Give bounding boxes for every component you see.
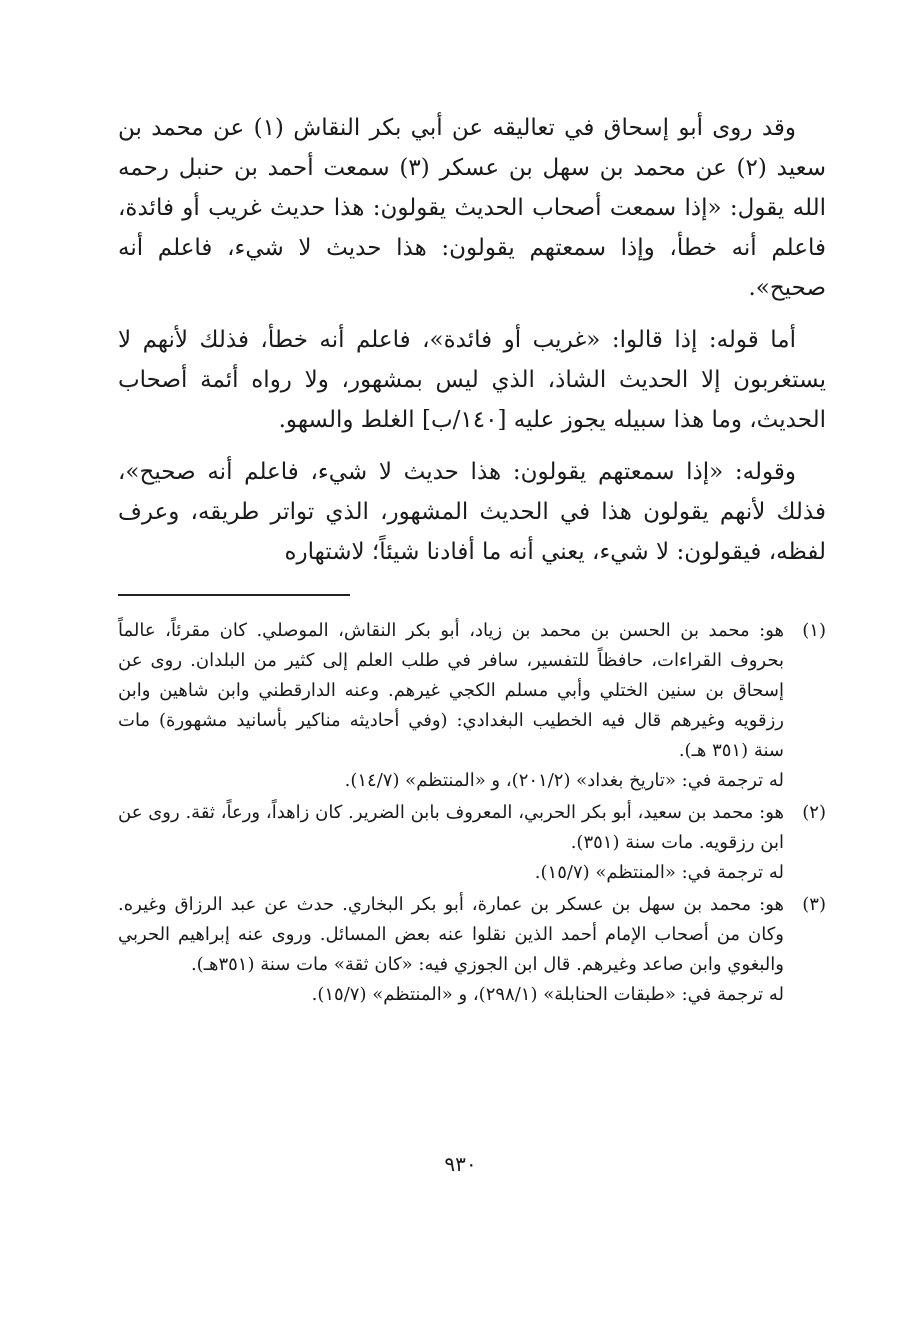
main-paragraph-2: أما قوله: إذا قالوا: «غريب أو فائدة»، فاعلم أنه خطأ، فذلك لأنهم لا يستغربون إلا الحديث الشاذ، الذي ليس بمشهور، ولا رواه أئمة أصحاب الحديث، وما هذا سبيله يجوز عليه [١٤٠/ب] الغلط والسهو. bbox=[118, 327, 826, 433]
footnote-3 bbox=[118, 890, 826, 1010]
main-paragraph-3: وقوله: «إذا سمعتهم يقولون: هذا حديث لا شيء، فاعلم أنه صحيح»، فذلك لأنهم يقولون هذا في الحديث المشهور، الذي تواتر طريقه، وعرف لفظه، فيقولون: لا شيء، يعني أنه ما أفادنا شيئاً؛ لاشتهاره bbox=[118, 459, 826, 565]
main-paragraph-1: وقد روى أبو إسحاق في تعاليقه عن أبي بكر النقاش (١) عن محمد بن سعيد (٢) عن محمد بن سهل بن عسكر (٣) سمعت أحمد بن حنبل رحمه الله يقول: «إذا سمعت أصحاب الحديث يقولون: هذا حديث غريب أو فائدة، فاعلم أنه خطأ، وإذا سمعتهم يقولون: هذا حديث لا شيء، فاعلم أنه صحيح». bbox=[118, 115, 827, 301]
footnote-body bbox=[118, 890, 784, 1010]
footnote-reference: له ترجمة في: «تاريخ بغداد» (٢٠١/٢)، و «المنتظم» (١٤/٧). bbox=[344, 770, 784, 791]
footnote-number: (١) bbox=[802, 620, 826, 641]
footnote-reference: له ترجمة في: «المنتظم» (١٥/٧). bbox=[534, 862, 784, 883]
footnote-1 bbox=[118, 616, 826, 796]
page-number: ٩٣٠ bbox=[444, 1152, 477, 1176]
footnote-body bbox=[118, 616, 784, 796]
footnote-reference: له ترجمة في: «طبقات الحنابلة» (٢٩٨/١)، و «المنتظم» (١٥/٧). bbox=[311, 984, 784, 1005]
main-text bbox=[118, 108, 826, 572]
page-content bbox=[118, 108, 826, 1012]
footnote-text: هو: محمد بن سهل بن عسكر بن عمارة، أبو بكر البخاري. حدث عن عبد الرزاق وغيره. وكان من أصحاب الإمام أحمد الذين نقلوا عنه بعض المسائل. وروى عنه إبراهيم الحربي والبغوي وابن صاعد وغيرهم. قال ابن الجوزي فيه: «كان ثقة» مات سنة (٣٥١هـ). bbox=[118, 894, 784, 975]
footnote-number: (٢) bbox=[802, 802, 826, 823]
footnote-number: (٣) bbox=[802, 894, 826, 915]
footnote-body bbox=[118, 798, 784, 888]
footnote-2 bbox=[118, 798, 826, 888]
footnote-separator bbox=[118, 594, 350, 596]
footnote-text: هو: محمد بن سعيد، أبو بكر الحربي، المعروف بابن الضرير. كان زاهداً، ورعاً، ثقة. روى عن ابن رزقويه. مات سنة (٣٥١). bbox=[118, 802, 784, 853]
footnotes bbox=[118, 616, 826, 1010]
footnote-text: هو: محمد بن الحسن بن محمد بن زياد، أبو بكر النقاش، الموصلي. كان مقرئاً، عالماً بحروف القراءات، حافظاً للتفسير، سافر في طلب العلم إلى كثير من البلدان. روى عن إسحاق بن سنين الختلي وأبي مسلم الكجي غيرهم. وعنه الدارقطني وابن شاهين وابن رزقويه وغيرهم قال فيه الخطيب البغدادي: (وفي أحاديثه مناكير بأسانيد مشهورة) مات سنة (٣٥١ هـ). bbox=[118, 620, 784, 761]
